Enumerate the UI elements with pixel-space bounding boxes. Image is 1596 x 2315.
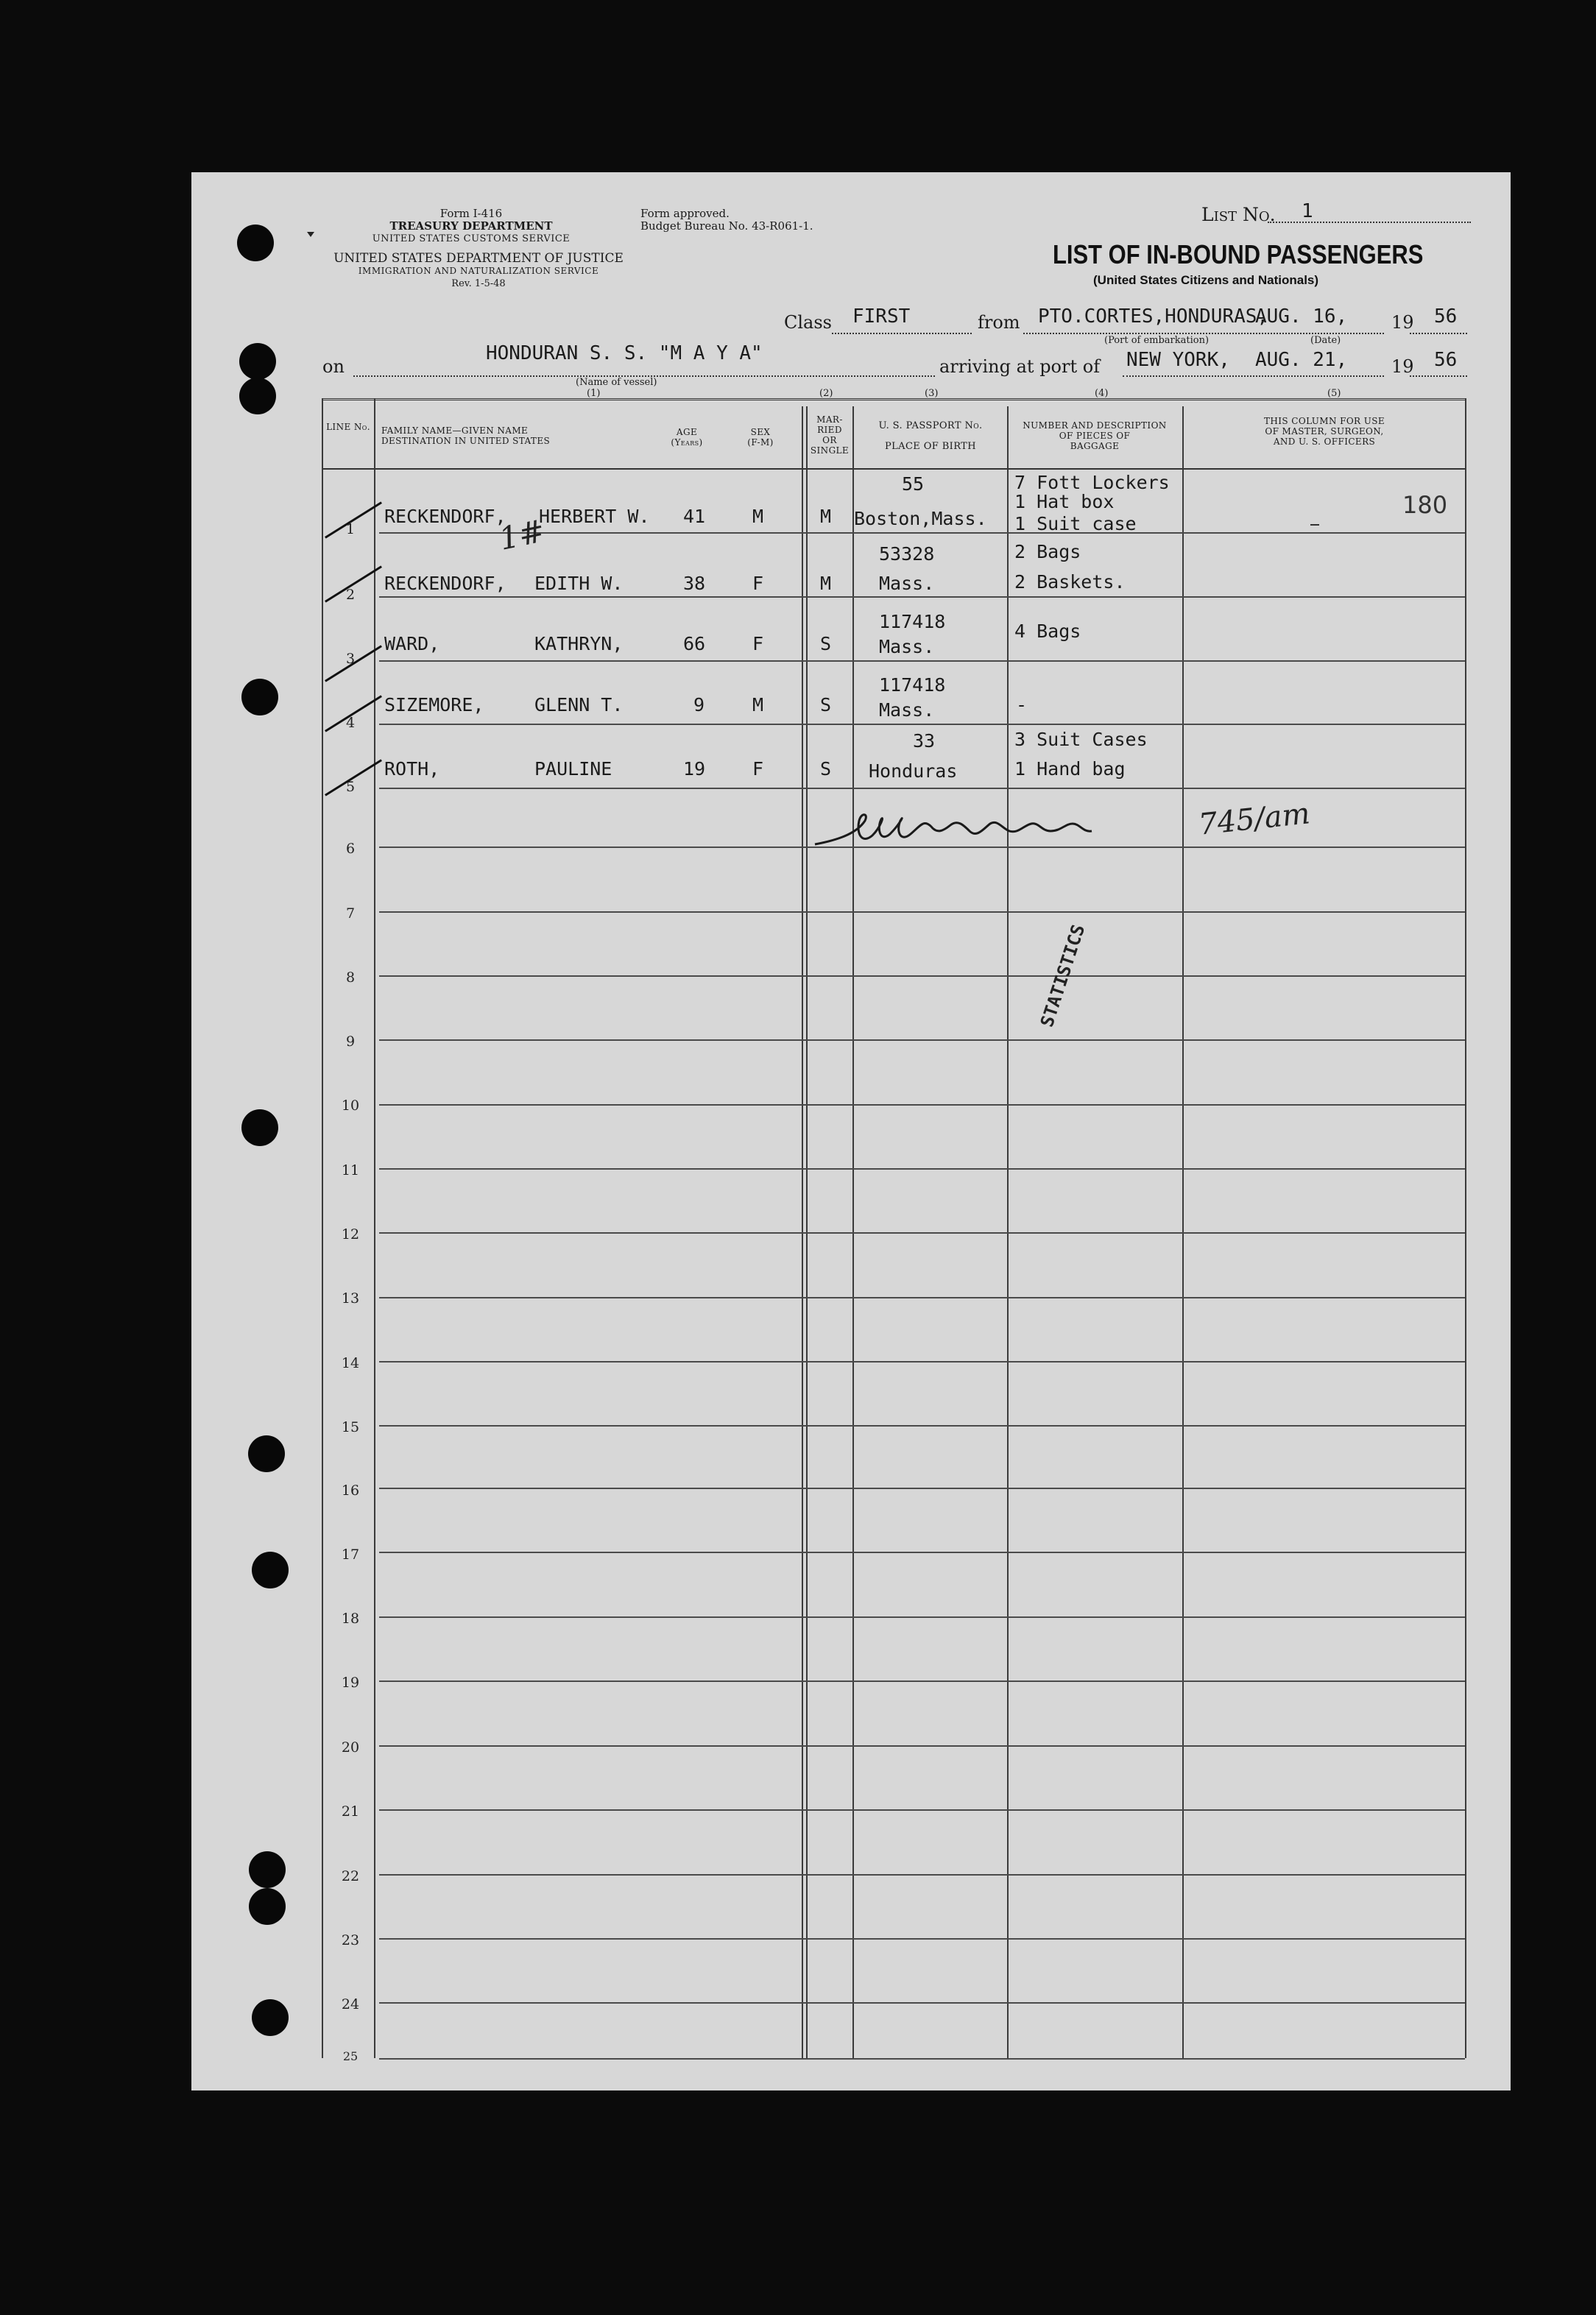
punch-hole	[249, 1888, 286, 1925]
date-caption: (Date)	[1310, 335, 1341, 346]
signature-scribble	[813, 799, 1167, 865]
column-number: (1)	[587, 388, 601, 399]
baggage-item: 1 Hand bag	[1014, 758, 1126, 780]
marital-status: S	[820, 633, 832, 654]
col-header-baggage	[1009, 420, 1181, 451]
officer-note: 180	[1402, 491, 1448, 519]
line-number: 10	[341, 1098, 360, 1114]
punch-hole	[237, 225, 274, 261]
row-rule	[379, 1039, 1465, 1041]
class-underline	[832, 333, 972, 334]
doj-header	[313, 252, 644, 290]
port-of-embarkation: PTO.CORTES,HONDURAS,	[1038, 305, 1269, 328]
col-header-marital	[805, 414, 855, 456]
given-name: GLENN T.	[534, 694, 624, 715]
list-no-value: 1	[1302, 200, 1313, 222]
bullet-marker	[307, 232, 314, 237]
line-number: 4	[345, 715, 356, 731]
row-rule	[379, 2058, 1465, 2060]
col-header-text: AND U. S. OFFICERS	[1273, 437, 1376, 447]
punch-hole	[239, 343, 276, 380]
line-number: 15	[341, 1419, 360, 1435]
line-number: 19	[341, 1675, 360, 1691]
punch-hole	[239, 378, 276, 414]
birthplace: Mass.	[879, 573, 935, 594]
manifest-page	[191, 172, 1511, 2090]
column-number: (2)	[819, 388, 833, 399]
line-number: 9	[345, 1033, 356, 1050]
vessel-caption: (Name of vessel)	[576, 377, 657, 388]
col-header-text: THIS COLUMN FOR USE	[1264, 416, 1385, 426]
column-number: (5)	[1327, 388, 1341, 399]
passport-number: 53328	[879, 543, 935, 565]
handwritten-mark: 1#	[495, 512, 548, 557]
row-rule	[379, 788, 1465, 789]
from-underline	[1023, 333, 1384, 334]
approval-note	[640, 208, 817, 233]
line-number: 16	[341, 1482, 360, 1499]
list-no-underline	[1268, 222, 1471, 223]
doj-line: UNITED STATES DEPARTMENT OF JUSTICE	[333, 251, 624, 266]
row-rule	[379, 1488, 1465, 1489]
row-rule	[379, 1809, 1465, 1811]
col-header-passport	[855, 416, 1006, 457]
vessel-name: HONDURAN S. S. "M A Y A"	[486, 342, 763, 364]
line-number: 22	[341, 1868, 360, 1884]
col-header-text: SINGLE	[810, 445, 850, 456]
sex: M	[752, 694, 764, 715]
doj-line: IMMIGRATION AND NATURALIZATION SERVICE	[358, 266, 599, 276]
line-number: 18	[341, 1611, 360, 1627]
col-header-text: NUMBER AND DESCRIPTION	[1023, 420, 1167, 431]
class-value: FIRST	[852, 305, 911, 328]
marital-status: M	[820, 573, 832, 594]
given-name: EDITH W.	[534, 573, 624, 594]
col-header-sex	[738, 427, 783, 448]
age: 41	[683, 506, 706, 527]
row-rule	[379, 1874, 1465, 1876]
form-number: Form I-416	[439, 207, 503, 220]
line-number: 25	[342, 2049, 359, 2063]
age: 38	[683, 573, 706, 594]
time-note: 745/am	[1197, 796, 1312, 842]
marital-status: S	[820, 758, 832, 780]
line-number: 20	[341, 1739, 360, 1756]
statistics-stamp: STATISTICS	[1037, 922, 1090, 1030]
class-label: Class	[784, 312, 832, 333]
row-rule	[379, 1361, 1465, 1363]
baggage-item: 3 Suit Cases	[1014, 729, 1148, 750]
table-top-rule	[322, 398, 1465, 400]
row-rule	[379, 1425, 1465, 1427]
row-rule	[379, 660, 1465, 662]
column-number: (3)	[925, 388, 939, 399]
row-rule	[379, 2002, 1465, 2004]
family-name: SIZEMORE,	[384, 694, 484, 715]
row-rule	[379, 1745, 1465, 1747]
on-label: on	[322, 356, 345, 377]
col-header-text: (F-M)	[747, 437, 774, 448]
col-header-name	[381, 425, 550, 446]
column-number: (4)	[1095, 388, 1109, 399]
passport-number: 33	[913, 730, 936, 752]
family-name: ROTH,	[384, 758, 440, 780]
row-rule	[379, 724, 1465, 725]
agency-line: TREASURY DEPARTMENT	[389, 219, 553, 233]
column-divider	[1465, 398, 1466, 2058]
col-header-text: OR	[822, 435, 837, 445]
agency-line: UNITED STATES CUSTOMS SERVICE	[372, 233, 571, 244]
family-name: RECKENDORF,	[384, 573, 506, 594]
col-header-text: RIED	[817, 425, 842, 435]
dash-mark	[1310, 524, 1319, 526]
line-number: 8	[345, 969, 356, 986]
family-name: WARD,	[384, 633, 440, 654]
col-header-text: AGE	[676, 427, 698, 437]
year-prefix: 19	[1391, 356, 1414, 377]
departure-date: AUG. 16,	[1255, 305, 1348, 328]
col-header-text: MAR-	[816, 414, 843, 425]
baggage-item: 2 Bags	[1014, 541, 1081, 562]
row-rule	[379, 975, 1465, 977]
arriving-label: arriving at port of	[939, 356, 1101, 377]
row-rule	[379, 1297, 1465, 1298]
col-header-text: OF PIECES OF	[1059, 431, 1131, 441]
line-number: 13	[341, 1290, 360, 1307]
line-number: 24	[341, 1996, 360, 2012]
sex: M	[752, 506, 764, 527]
age: 9	[693, 694, 705, 715]
revision-line: Rev. 1-5-48	[451, 278, 506, 289]
line-number: 2	[345, 587, 356, 603]
punch-hole	[249, 1851, 286, 1888]
baggage-item: -	[1016, 694, 1028, 715]
form-header-left	[353, 208, 589, 245]
line-number: 23	[341, 1932, 360, 1948]
marital-status: M	[820, 506, 832, 527]
age: 19	[683, 758, 706, 780]
row-rule	[379, 911, 1465, 913]
row-rule	[379, 1104, 1465, 1106]
year-suffix: 56	[1434, 349, 1458, 371]
given-name: KATHRYN,	[534, 633, 624, 654]
line-number: 3	[345, 651, 356, 667]
col-header-line-no	[324, 422, 372, 432]
line-number: 14	[341, 1355, 360, 1371]
line-number: 6	[345, 841, 356, 857]
year-prefix: 19	[1391, 312, 1414, 333]
line-number: 1	[345, 521, 356, 537]
year-underline	[1410, 333, 1467, 334]
birthplace: Boston,Mass.	[854, 508, 987, 529]
baggage-item: 1 Hat box	[1014, 491, 1115, 512]
port-caption: (Port of embarkation)	[1104, 335, 1210, 346]
line-number: 5	[345, 779, 356, 795]
list-no-label: List No.	[1201, 204, 1276, 225]
family-name: RECKENDORF,	[384, 506, 506, 527]
col-header-text: U. S. PASSPORT No.	[878, 420, 983, 431]
line-number: 21	[341, 1803, 360, 1820]
row-rule	[379, 1552, 1465, 1553]
arrival-underline	[1123, 375, 1384, 377]
col-header-officers	[1187, 416, 1462, 447]
col-header-text: DESTINATION IN UNITED STATES	[381, 436, 551, 446]
baggage-item: 1 Suit case	[1014, 513, 1137, 534]
passport-number: 117418	[879, 674, 946, 696]
punch-hole	[241, 679, 278, 715]
sex: F	[752, 758, 764, 780]
given-name: PAULINE	[534, 758, 612, 780]
year-suffix: 56	[1434, 305, 1458, 328]
punch-hole	[252, 1999, 289, 2036]
manifest-title: LIST OF IN-BOUND PASSENGERS	[1053, 239, 1424, 269]
col-header-age	[665, 427, 709, 448]
year-underline	[1410, 375, 1467, 377]
column-divider	[374, 398, 375, 2058]
birthplace: Mass.	[879, 636, 935, 657]
row-rule	[379, 1232, 1465, 1234]
passport-number: 117418	[879, 611, 946, 632]
col-header-text: (Years)	[671, 437, 703, 448]
row-rule	[379, 1680, 1465, 1682]
baggage-item: 7 Fott Lockers	[1014, 472, 1170, 493]
given-name: HERBERT W.	[539, 506, 650, 527]
passport-number: 55	[902, 473, 925, 495]
row-rule	[379, 1938, 1465, 1940]
birthplace: Honduras	[869, 760, 958, 782]
officer-signature	[813, 799, 1167, 865]
line-number: 11	[341, 1162, 360, 1178]
punch-hole	[248, 1435, 285, 1472]
baggage-item: 4 Bags	[1014, 621, 1081, 642]
arrival-date: AUG. 21,	[1255, 349, 1348, 371]
row-rule	[379, 1168, 1465, 1170]
header-bottom-rule	[322, 468, 1465, 470]
punch-hole	[241, 1109, 278, 1146]
sex: F	[752, 633, 764, 654]
baggage-item: 2 Baskets.	[1014, 571, 1126, 593]
line-number: 17	[341, 1547, 360, 1563]
row-rule	[379, 1616, 1465, 1618]
approval-line: Budget Bureau No. 43-R061-1.	[640, 219, 813, 233]
manifest-subtitle: (United States Citizens and Nationals)	[1093, 273, 1319, 287]
col-header-text: FAMILY NAME—GIVEN NAME	[381, 425, 529, 436]
from-label: from	[978, 312, 1020, 333]
line-number: 7	[345, 905, 356, 922]
col-header-text: SEX	[750, 427, 771, 437]
marital-status: S	[820, 694, 832, 715]
col-header-text: LINE No.	[326, 422, 370, 432]
column-divider	[322, 398, 323, 2058]
col-header-text: PLACE OF BIRTH	[884, 441, 976, 452]
line-number: 12	[341, 1226, 360, 1243]
sex: F	[752, 573, 764, 594]
age: 66	[683, 633, 706, 654]
row-rule	[379, 596, 1465, 598]
col-header-text: OF MASTER, SURGEON,	[1265, 426, 1384, 437]
approval-line: Form approved.	[640, 207, 730, 220]
col-header-text: BAGGAGE	[1070, 441, 1120, 451]
port-of-arrival: NEW YORK,	[1126, 349, 1230, 371]
birthplace: Mass.	[879, 699, 935, 721]
punch-hole	[252, 1552, 289, 1588]
